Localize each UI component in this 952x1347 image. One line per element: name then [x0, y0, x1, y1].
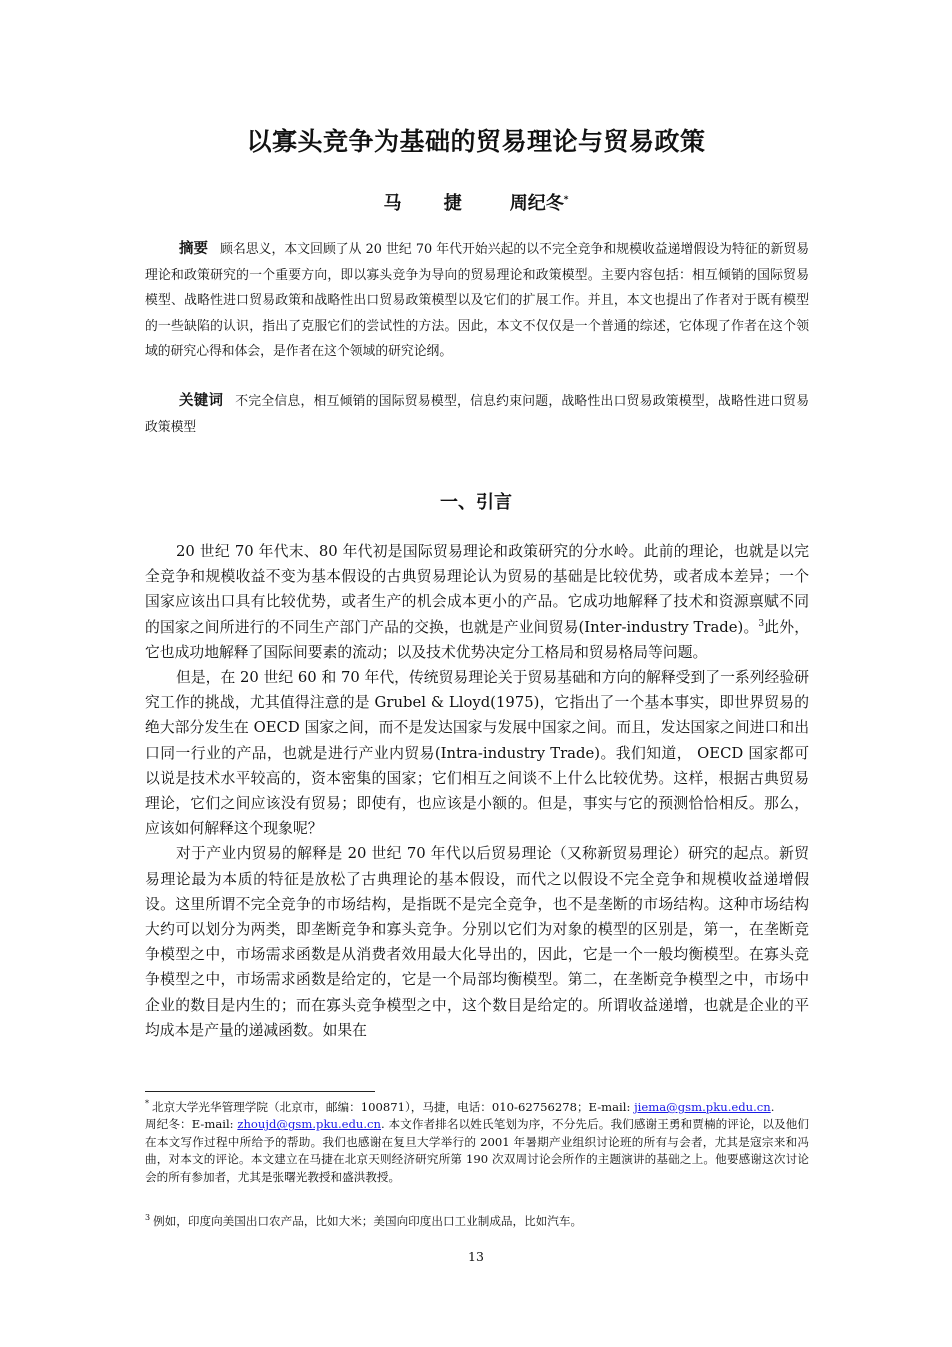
author-zhou-jidong: 周纪冬	[509, 193, 564, 214]
footnote-divider	[145, 1091, 375, 1092]
author-ma-jie: 马 捷	[383, 193, 480, 214]
paragraph-1-text-a: 20 世纪 70 年代末、80 年代初是国际贸易理论和政策研究的分水岭。此前的理论，也就是以完全竞争和规模收益不变为基本假设的古典贸易理论认为贸易的基础是比较优势，或者成本差异；一个国家应该出口具有比较优势，或者生产的机会成本更小的产品。它成功地解释了技术和资源禀赋不同的国家之间所进行的不同生产部门产品的交换，也就是产业间贸易(Inter-industry Trade)。	[145, 543, 809, 636]
author-line	[0, 189, 952, 215]
paragraph-3: 对于产业内贸易的解释是 20 世纪 70 年代以后贸易理论（又称新贸易理论）研究的起点。新贸易理论最为本质的特征是放松了古典理论的基本假设，而代之以假设不完全竞争和规模收益递增假设。这里所谓不完全竞争的市场结构，是指既不是完全竞争，也不是垄断的市场结构。这种市场结构大约可以划分为两类，即垄断竞争和寡头竞争。分别以它们为对象的模型的区别是，第一，在垄断竞争模型之中，市场需求函数是从消费者效用最大化导出的，因此，它是一个一般均衡模型。在寡头竞争模型之中，市场需求函数是给定的，它是一个局部均衡模型。第二，在垄断竞争模型之中，市场中企业的数目是内生的；而在寡头竞争模型之中，这个数目是给定的。所谓收益递增，也就是企业的平均成本是产量的递减函数。如果在	[145, 845, 809, 1039]
footnote-1-text-a: 北京大学光华管理学院（北京市，邮编：100871），马捷，电话：010-62756278；E-mail:	[152, 1100, 635, 1114]
author-footnote-mark: *	[563, 195, 569, 205]
email-link-jiema[interactable]: jiema@gsm.pku.edu.cn	[634, 1100, 771, 1114]
section-heading: 一、引言	[440, 492, 512, 513]
paragraph-2: 但是，在 20 世纪 60 和 70 年代，传统贸易理论关于贸易基础和方向的解释受到了一系列经验研究工作的挑战，尤其值得注意的是 Grubel & Lloyd(1975)，它指出了一个基本事实，即世界贸易的绝大部分发生在 OECD 国家之间，而不是发达国家与发展中国家之间。而且，发达国家之间进口和出口同一行业的产品，也就是进行产业内贸易(Intra-industry Trade)。我们知道， OECD 国家都可以说是技术水平较高的，资本密集的国家；它们相互之间谈不上什么比较优势。这样，根据古典贸易理论，它们之间应该没有贸易；即使有，也应该是小额的。但是，事实与它的预测恰恰相反。那么，应该如何解释这个现象呢？	[145, 669, 809, 838]
footnote-3-mark: 3	[145, 1213, 151, 1223]
keywords-text: 不完全信息，相互倾销的国际贸易模型，信息约束问题，战略性出口贸易政策模型，战略性进口贸易政策模型	[145, 394, 810, 435]
abstract-label: 摘要	[179, 241, 209, 257]
footnote-ref-3[interactable]: 3	[758, 618, 765, 629]
paragraph-1	[145, 539, 809, 665]
footnote-3-text: 例如，印度向美国出口农产品，比如大米；美国向印度出口工业制成品，比如汽车。	[153, 1214, 583, 1228]
footnote-1-text-c: 周纪冬：E-mail:	[145, 1117, 238, 1132]
abstract-block	[145, 237, 809, 365]
body-text	[145, 539, 809, 1043]
footnote-1-text-b: .	[770, 1100, 775, 1114]
email-link-zhoujd[interactable]: zhoujd@gsm.pku.edu.cn	[237, 1117, 382, 1132]
abstract-text: 顾名思义，本文回顾了从 20 世纪 70 年代开始兴起的以不完全竞争和规模收益递增假设为特征的新贸易理论和政策研究的一个重要方向，即以寡头竞争为导向的贸易理论和政策模型。主要内容包括：相互倾销的国际贸易模型、战略性进口贸易政策和战略性出口贸易政策模型以及它们的扩展工作。并且，本文也提出了作者对于既有模型的一些缺陷的认识，指出了克服它们的尝试性的方法。因此，本文不仅仅是一个普通的综述，它体现了作者在这个领域的研究心得和体会，是作者在这个领域的研究论纲。	[145, 242, 810, 360]
footnote-1-text-d: . 本文作者排名以姓氏笔划为序，不分先后。我们感谢王勇和贾楠的评论，以及他们在本文写作过程中所给予的帮助。我们也感谢在复旦大学举行的 2001 年暑期产业组织讨论班的所有与会者，尤其是寇宗来和冯曲，对本文的评论。本文建立在马捷在北京天则经济研究所第 190 次双周讨论会所作的主题演讲的基础之上。他要感谢这次讨论会的所有参加者，尤其是张曙光教授和盛洪教授。	[145, 1117, 810, 1184]
footnote-author-info	[145, 1099, 809, 1186]
paragraph-1-text-b: 此外，它也成功地解释了国际间要素的流动；以及技术优势决定分工格局和贸易格局等问题。	[145, 618, 809, 661]
paper-title: 以寡头竞争为基础的贸易理论与贸易政策	[246, 127, 706, 156]
page-number: 13	[468, 1249, 484, 1264]
keywords-label: 关键词	[179, 393, 224, 409]
keywords-block	[145, 389, 809, 440]
footnote-3	[145, 1213, 809, 1230]
footnote-star-mark: *	[145, 1099, 149, 1109]
